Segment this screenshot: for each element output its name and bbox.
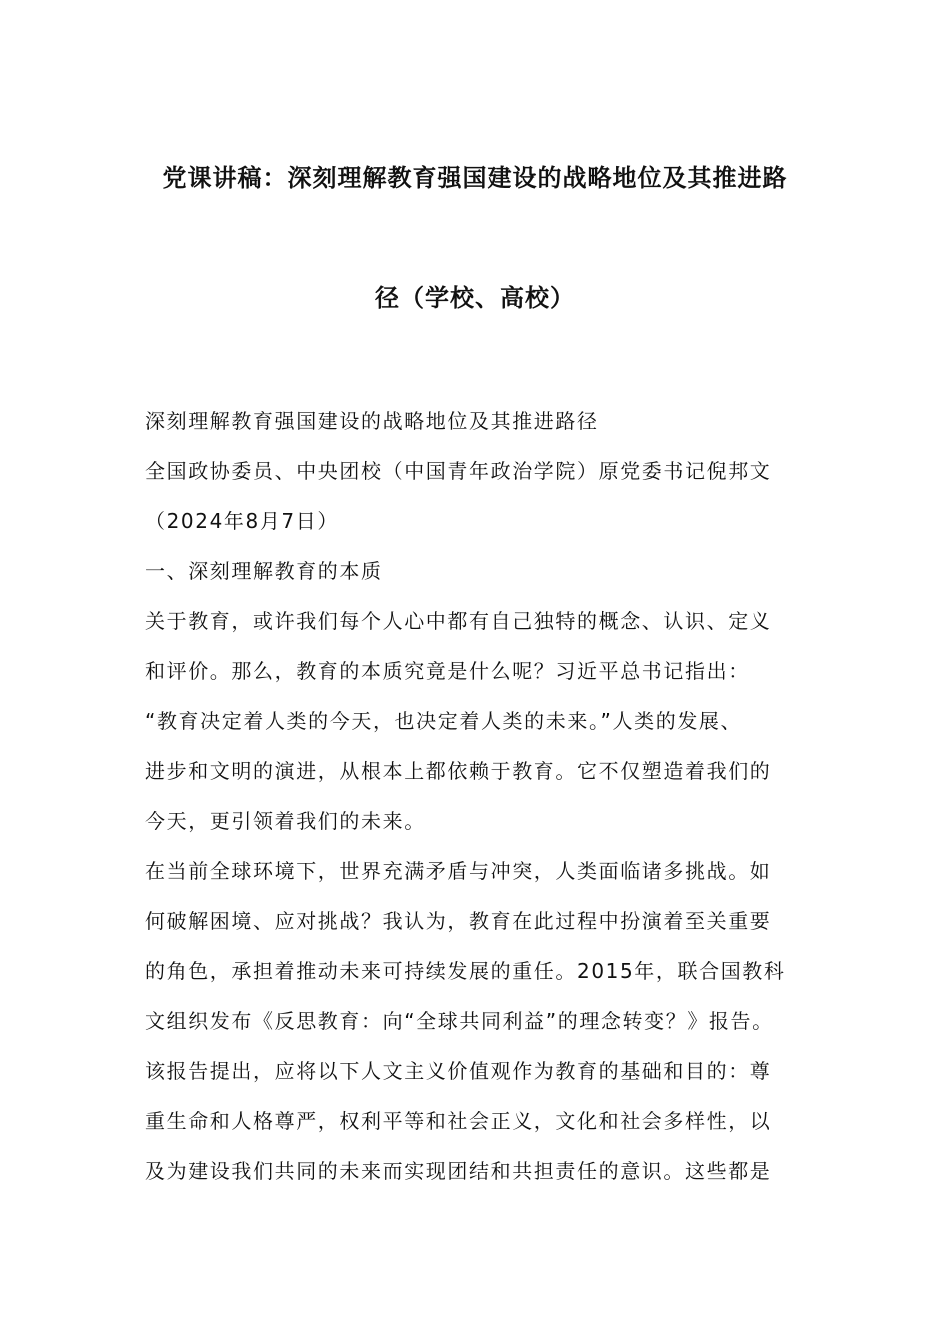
section-heading: 一、深刻理解教育的本质 [145, 559, 383, 583]
subtitle-line: 深刻理解教育强国建设的战略地位及其推进路径 [145, 409, 599, 433]
document-title-line-2: 径（学校、高校） [375, 284, 575, 312]
paragraph-line: 在当前全球环境下，世界充满矛盾与冲突，人类面临诸多挑战。如 [145, 859, 772, 883]
paragraph-line: 和评价。那么，教育的本质究竟是什么呢？习近平总书记指出： [145, 659, 750, 683]
paragraph-line: 重生命和人格尊严，权利平等和社会正义，文化和社会多样性，以 [145, 1109, 772, 1133]
paragraph-line: 文组织发布《反思教育：向“全球共同利益”的理念转变？》报告。 [145, 1009, 774, 1033]
paragraph-line: 该报告提出，应将以下人文主义价值观作为教育的基础和目的：尊 [145, 1059, 772, 1083]
document-title-line-1: 党课讲稿：深刻理解教育强国建设的战略地位及其推进路 [162, 164, 788, 192]
paragraph-line: 何破解困境、应对挑战？我认为，教育在此过程中扮演着至关重要 [145, 909, 772, 933]
date-line: （2024年8月7日） [145, 509, 339, 533]
paragraph-line: 的角色，承担着推动未来可持续发展的重任。2015年，联合国教科 [145, 959, 786, 983]
paragraph-line: 今天，更引领着我们的未来。 [145, 809, 426, 833]
paragraph-line: “教育决定着人类的今天，也决定着人类的未来。”人类的发展、 [145, 709, 743, 733]
paragraph-line: 进步和文明的演进，从根本上都依赖于教育。它不仅塑造着我们的 [145, 759, 772, 783]
document-body [145, 396, 835, 1196]
paragraph-line: 及为建设我们共同的未来而实现团结和共担责任的意识。这些都是 [145, 1159, 772, 1183]
author-line: 全国政协委员、中央团校（中国青年政治学院）原党委书记倪邦文 [145, 459, 772, 483]
paragraph-line: 关于教育，或许我们每个人心中都有自己独特的概念、认识、定义 [145, 609, 772, 633]
